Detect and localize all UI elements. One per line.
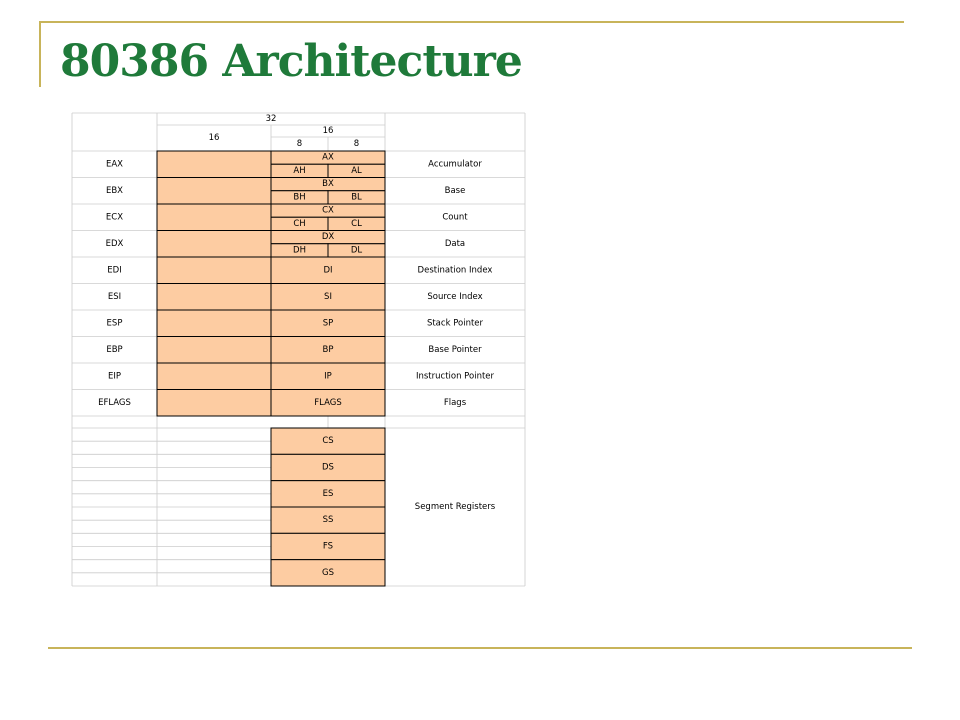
register-description: Count bbox=[442, 212, 468, 223]
register-description: Base bbox=[444, 185, 466, 196]
high-byte-ch: CH bbox=[293, 218, 306, 229]
low-byte-cl: CL bbox=[351, 218, 362, 229]
upper-16-bit-cell bbox=[157, 151, 271, 178]
slide-title: 80386 Architecture bbox=[60, 36, 522, 87]
register-name-esp: ESP bbox=[106, 318, 123, 329]
register-cells bbox=[157, 151, 385, 586]
word-register-sp: SP bbox=[322, 318, 334, 329]
low-byte-al: AL bbox=[351, 165, 362, 176]
register-name-esi: ESI bbox=[107, 291, 122, 302]
upper-16-bit-cell bbox=[157, 363, 271, 390]
segment-registers-description: Segment Registers bbox=[414, 502, 496, 512]
register-description: Instruction Pointer bbox=[415, 371, 495, 382]
segment-register-ss: SS bbox=[322, 515, 334, 526]
upper-16-bit-cell bbox=[157, 310, 271, 337]
high-byte-dh: DH bbox=[293, 245, 306, 256]
segment-register-ds: DS bbox=[322, 462, 334, 473]
header-16-bits-high: 16 bbox=[322, 126, 334, 136]
upper-16-bit-cell bbox=[157, 284, 271, 311]
upper-16-bit-cell bbox=[157, 390, 271, 417]
high-byte-bh: BH bbox=[293, 192, 306, 203]
word-register-ip: IP bbox=[324, 371, 332, 382]
low-byte-bl: BL bbox=[351, 192, 362, 203]
upper-16-bit-cell bbox=[157, 337, 271, 364]
word-register-dx: DX bbox=[321, 232, 335, 243]
register-description: Stack Pointer bbox=[426, 318, 484, 329]
register-description: Accumulator bbox=[428, 159, 482, 170]
word-register-bx: BX bbox=[322, 179, 334, 190]
low-byte-dl: DL bbox=[350, 245, 363, 256]
register-name-edi: EDI bbox=[107, 265, 122, 276]
word-register-di: DI bbox=[323, 265, 333, 276]
header-16-bits-low: 16 bbox=[208, 133, 220, 143]
header-32-bits: 32 bbox=[265, 114, 277, 124]
register-name-eip: EIP bbox=[107, 371, 122, 382]
word-register-si: SI bbox=[324, 291, 332, 302]
header-8-bits-low: 8 bbox=[353, 139, 360, 149]
upper-16-bit-cell bbox=[157, 178, 271, 205]
segment-register-gs: GS bbox=[322, 567, 334, 578]
register-description: Destination Index bbox=[417, 265, 493, 276]
register-name-eflags: EFLAGS bbox=[98, 397, 131, 408]
register-description: Data bbox=[444, 238, 466, 249]
word-register-flags: FLAGS bbox=[314, 397, 342, 408]
word-register-cx: CX bbox=[322, 205, 334, 216]
header-8-bits-high: 8 bbox=[296, 139, 303, 149]
upper-16-bit-cell bbox=[157, 231, 271, 258]
register-name-edx: EDX bbox=[105, 238, 124, 249]
register-name-ebp: EBP bbox=[106, 344, 123, 355]
register-name-eax: EAX bbox=[105, 159, 124, 170]
register-description: Source Index bbox=[427, 291, 483, 302]
register-name-ecx: ECX bbox=[105, 212, 124, 223]
word-register-ax: AX bbox=[322, 152, 334, 163]
segment-register-es: ES bbox=[322, 488, 334, 499]
register-name-ebx: EBX bbox=[105, 185, 124, 196]
register-description: Flags bbox=[443, 397, 467, 408]
upper-16-bit-cell bbox=[157, 204, 271, 231]
upper-16-bit-cell bbox=[157, 257, 271, 284]
word-register-bp: BP bbox=[322, 344, 334, 355]
high-byte-ah: AH bbox=[293, 165, 306, 176]
register-description: Base Pointer bbox=[428, 344, 482, 355]
segment-register-fs: FS bbox=[322, 541, 334, 552]
segment-register-cs: CS bbox=[322, 436, 334, 447]
